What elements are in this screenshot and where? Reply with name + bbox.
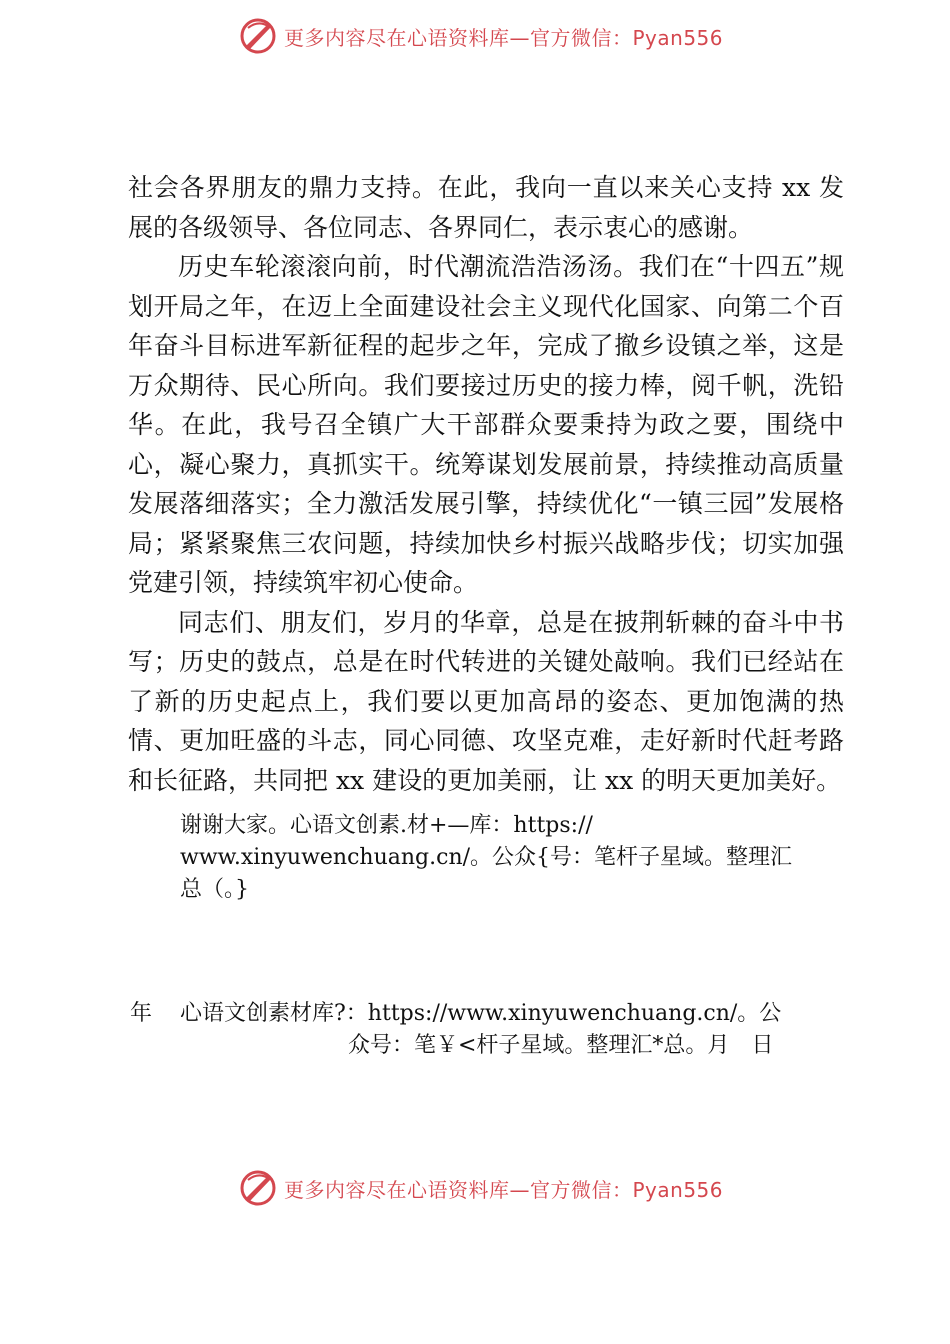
footer-watermark-banner <box>238 1168 723 1208</box>
thanks-block <box>180 810 840 906</box>
day-label: 日 <box>751 1033 774 1058</box>
thanks-line-1: 谢谢大家。心语文创素.材+—库：https:// <box>180 813 593 838</box>
quill-logo-icon <box>238 1168 278 1208</box>
speech-body <box>128 168 844 800</box>
year-label: 年 <box>130 1001 153 1026</box>
footer-text-2: 众号：笔￥<杆子星域。整理汇*总。月 <box>348 1033 730 1058</box>
header-banner-text: 更多内容尽在心语资料库—官方微信：Pyan556 <box>284 25 724 50</box>
paragraph-2: 历史车轮滚滚向前，时代潮流浩浩汤汤。我们在“十四五”规划开局之年，在迈上全面建设社会主义现代化国家、向第二个百年奋斗目标进军新征程的起步之年，完成了撤乡设镇之举，这是万众期待、民心所向。我们要接过历史的接力棒，阅千帆，洗铅华。在此，我号召全镇广大干部群众要秉持为政之要，围绕中心，凝心聚力，真抓实干。统筹谋划发展前景，持续推动高质量发展落细落实；全力激活发展引擎，持续优化“一镇三园”发展格局；紧紧聚焦三农问题，持续加快乡村振兴战略步伐；切实加强党建引领，持续筑牢初心使命。 <box>128 252 844 597</box>
header-watermark-banner <box>238 16 723 56</box>
footer-text-1: 心语文创素材库?：https://www.xinyuwenchuang.cn/。公 <box>180 1001 782 1026</box>
paragraph-1: 社会各界朋友的鼎力支持。在此，我向一直以来关心支持 xx 发展的各级领导、各位同志、各界同仁，表示衷心的感谢。 <box>128 173 844 242</box>
thanks-line-2: www.xinyuwenchuang.cn/。公众{号：笔杆子星域。整理汇 <box>180 845 793 870</box>
footer-banner-text: 更多内容尽在心语资料库—官方微信：Pyan556 <box>284 1177 724 1202</box>
footer-line-1 <box>130 996 781 1027</box>
paragraph-3: 同志们、朋友们，岁月的华章，总是在披荆斩棘的奋斗中书写；历史的鼓点，总是在时代转进的关键处敲响。我们已经站在了新的历史起点上，我们要以更加高昂的姿态、更加饱满的热情、更加旺盛的斗志，同心同德、攻坚克难，走好新时代赶考路和长征路，共同把 xx 建设的更加美丽，让 xx 的明天更加美好。 <box>128 607 844 795</box>
quill-logo-icon <box>238 16 278 56</box>
footer-line-2 <box>348 1028 773 1059</box>
thanks-line-3: 总（。} <box>180 877 249 902</box>
